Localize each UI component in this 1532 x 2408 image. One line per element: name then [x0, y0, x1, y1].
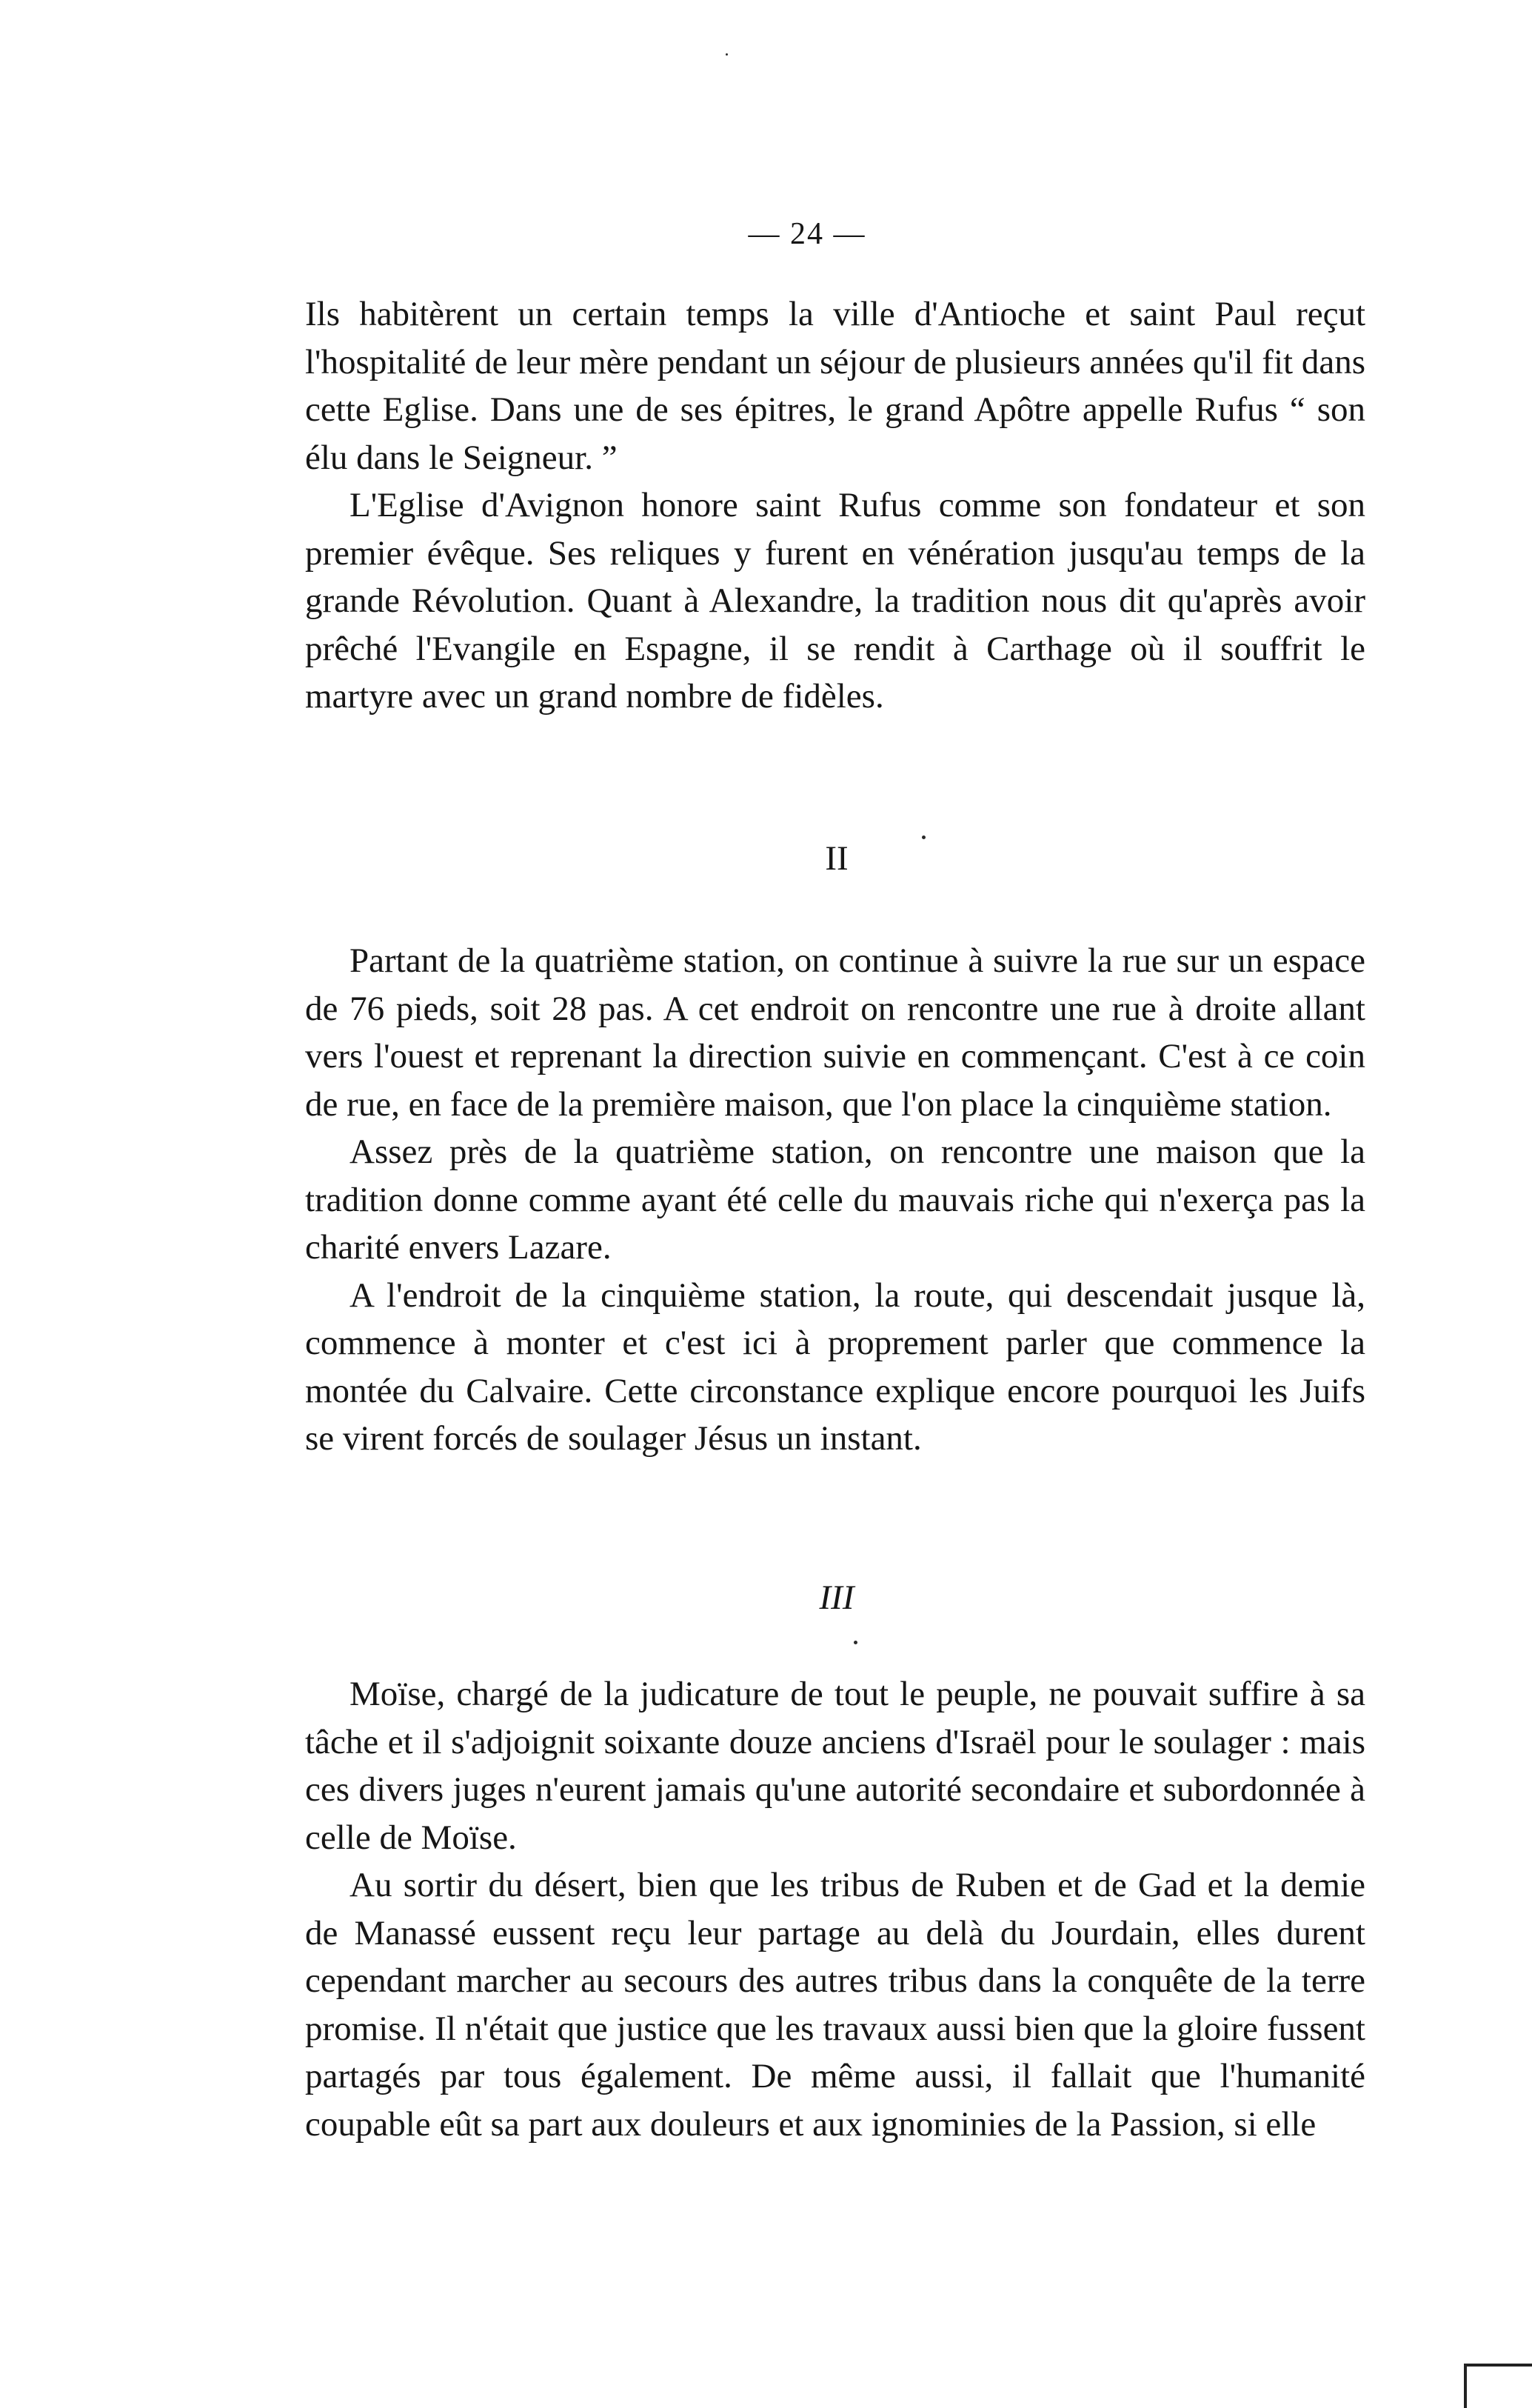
section-2-text [305, 937, 1365, 1463]
paragraph: Au sortir du désert, bien que les tribus de Ruben et de Gad et la demie de Manassé eussent reçu leur partage au delà du Jourdain, elles durent cependant marcher au secours des autres tribus dans la conquête de la terre promise. Il n'était que justice que les travaux aussi bien que la gloire fussent partagés par tous également. De même aussi, il fallait que l'humanité coupable eût sa part aux douleurs et aux ignominies de la Passion, si elle [305, 1866, 1365, 2144]
section-1-text [305, 290, 1365, 721]
print-speck [726, 53, 728, 56]
paragraph: L'Eglise d'Avignon honore saint Rufus comme son fondateur et son premier évêque. Ses reliques y furent en vénération jusqu'au temps de la grande Révolution. Quant à Alexandre, la tradition nous dit qu'après avoir prêché l'Evangile en Espagne, il se rendit à Carthage où il souffrit le martyre avec un grand nombre de fidèles. [305, 486, 1365, 716]
print-speck [854, 1641, 857, 1644]
section-heading-iii: III [819, 1578, 854, 1617]
paragraph: A l'endroit de la cinquième station, la route, qui descendait jusque là, commence à monter et c'est ici à proprement parler que commence la montée du Calvaire. Cette circonstance explique encore pourquoi les Juifs se virent forcés de soulager Jésus un instant. [305, 1275, 1365, 1458]
scan-corner-mark [1464, 2364, 1532, 2408]
paragraph: Ils habitèrent un certain temps la ville d'Antioche et saint Paul reçut l'hospitalité de leur mère pendant un séjour de plusieurs années qu'il fit dans cette Eglise. Dans une de ses épitres, le grand Apôtre appelle Rufus “ son élu dans le Seigneur. ” [305, 295, 1365, 477]
paragraph: Assez près de la quatrième station, on rencontre une maison que la tradition donne comme ayant été celle du mauvais riche qui n'exerça pas la charité envers Lazare. [305, 1133, 1365, 1267]
section-heading-ii: II [825, 839, 849, 878]
page-number: — 24 — [748, 217, 866, 251]
section-3-text [305, 1670, 1365, 2148]
paragraph: Partant de la quatrième station, on continue à suivre la rue sur un espace de 76 pieds, soit 28 pas. A cet endroit on rencontre une rue à droite allant vers l'ouest et reprenant la direction suivie en commençant. C'est à ce coin de rue, en face de la première maison, que l'on place la cinquième station. [305, 941, 1365, 1124]
paragraph: Moïse, chargé de la judicature de tout le peuple, ne pouvait suffire à sa tâche et il s'adjoignit soixante douze anciens d'Israël pour le soulager : mais ces divers juges n'eurent jamais qu'une autorité secondaire et subordonnée à celle de Moïse. [305, 1675, 1365, 1857]
